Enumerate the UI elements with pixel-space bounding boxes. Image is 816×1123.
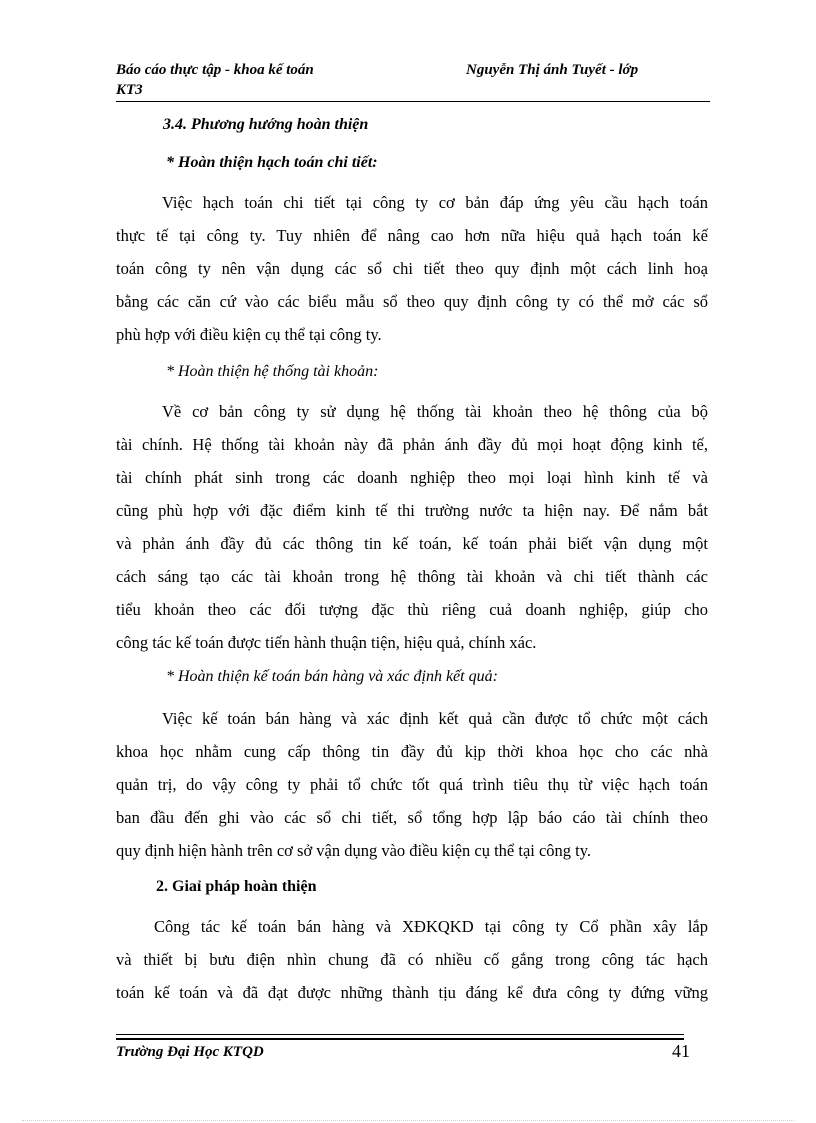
header-divider [116,101,710,102]
paragraph-line: phù hợp với điều kiện cụ thể tại công ty. [116,325,382,344]
paragraph-line: bằng các căn cứ vào các biểu mẫu sổ theo quy định công ty có thể mở các sổ [116,292,708,311]
paragraph-line: Việc kế toán bán hàng và xác định kết quả cần được tổ chức một cách [162,709,708,728]
paragraph-line: quy định hiện hành trên cơ sở vận dụng vào điều kiện cụ thể tại công ty. [116,841,592,860]
paragraph-line: thực tế tại công ty. Tuy nhiên để nâng cao hơn nữa hiệu quả hạch toán kế [116,226,708,245]
page-number: 41 [672,1041,690,1061]
paragraph-line: Công tác kế toán bán hàng và XĐKQKD tại công ty Cổ phần xây lắp [154,917,708,936]
paragraph-detail-accounting [116,186,708,351]
header-left-line1: Báo cáo thực tập - khoa kế toán [116,62,314,78]
footer-school-name: Trường Đại Học KTQD [116,1044,264,1060]
paragraph-line: cách sáng tạo các tài khoản trong hệ thông tài khoản và chi tiết thành các [116,567,708,586]
footer-divider-thin [116,1034,684,1035]
paragraph-line: công tác kế toán được tiến hành thuận tiện, hiệu quả, chính xác. [116,633,537,652]
header-left-line2: KT3 [116,82,143,98]
paragraph-line: và thiết bị bưu điện nhìn chung đã có nhiều cố gắng trong công tác hạch [116,950,708,969]
paragraph-sales-accounting [116,702,708,867]
paragraph-line: quản trị, do vậy công ty phải tổ chức tốt quá trình tiêu thụ từ việc hạch toán [116,775,708,794]
paragraph-line: Về cơ bản công ty sử dụng hệ thống tài khoản theo hệ thông của bộ [162,402,708,421]
subsection-title-account-system: * Hoàn thiện hệ thống tài khoản: [166,363,379,380]
paragraph-account-system [116,395,708,659]
paragraph-line: tài chính phát sinh trong các doanh nghiệp theo mọi loại hình kinh tế và [116,468,708,487]
section-title: 3.4. Phương hướng hoàn thiện [163,116,369,133]
paragraph-line: Việc hạch toán chi tiết tại công ty cơ bản đáp ứng yêu cầu hạch toán [162,193,708,212]
paragraph-line: tài chính. Hệ thống tài khoản này đã phản ánh đầy đủ mọi hoạt động kinh tế, [116,435,708,454]
page-edge-dotted-line [22,1120,794,1121]
paragraph-line: toán kế toán và đã đạt được những thành tịu đáng kể đưa công ty đứng vững [116,983,708,1002]
paragraph-line: và phản ánh đầy đủ các thông tin kế toán, kế toán phải biết vận dụng một [116,534,708,553]
paragraph-line: tiểu khoản theo các đối tượng đặc thù riêng cuả doanh nghiệp, giúp cho [116,600,708,619]
subsection-title-sales-accounting: * Hoàn thiện kế toán bán hàng và xác định kết quả: [166,668,498,685]
paragraph-line: toán công ty nên vận dụng các sổ chi tiết theo quy định một cách linh hoạ [116,259,708,278]
subsection-title-detail-accounting: * Hoàn thiện hạch toán chi tiết: [166,154,378,171]
paragraph-line: ban đầu đến ghi vào các sổ chi tiết, sổ tổng hợp lập báo cáo tài chính theo [116,808,708,827]
footer-divider-thick [116,1038,684,1040]
paragraph-solutions [116,910,708,1009]
header-right: Nguyễn Thị ánh Tuyết - lớp [466,62,639,78]
paragraph-line: khoa học nhằm cung cấp thông tin đầy đủ kịp thời khoa học cho các nhà [116,742,708,761]
paragraph-line: cũng phù hợp với đặc điểm kinh tế thi trường nước ta hiện nay. Để nắm bắt [116,501,708,520]
header-left [116,60,376,100]
section-2-title: 2. Giaỉ pháp hoàn thiện [156,878,317,895]
